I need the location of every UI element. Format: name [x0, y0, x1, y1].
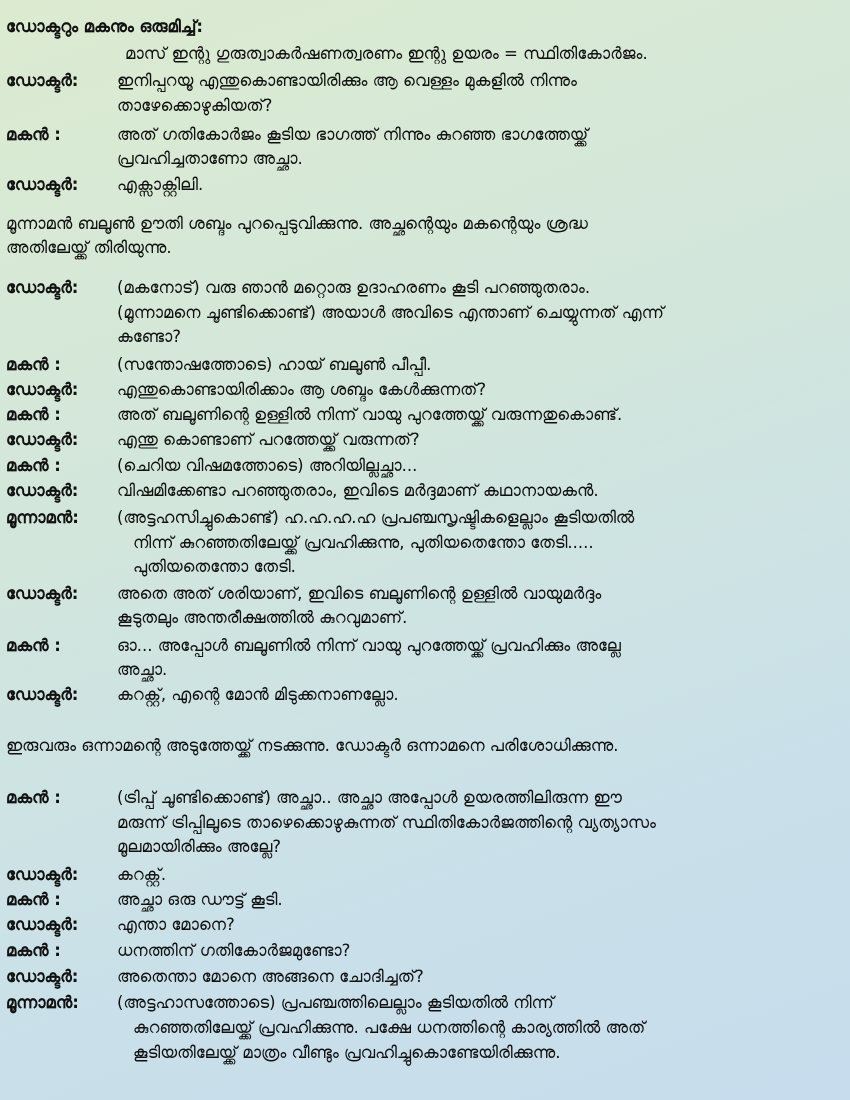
speaker-label: ഡോക്ടർ:	[6, 71, 79, 90]
speaker-label: ഡോക്ടറും മകനും ഒരുമിച്ച്:	[6, 17, 203, 36]
line-text: മൂന്നാമൻ ബലൂൺ ഊതി ശബ്ദം പുറപ്പെടുവിക്കുന്നു. അച്ഛന്റെയും മകന്റെയും ശ്രദ്ധ	[6, 214, 588, 233]
line-text: അതെ അത് ശരിയാണ്, ഇവിടെ ബലൂണിന്റെ ഉള്ളിൽ വായുമർദ്ദം	[117, 584, 602, 603]
line-text: അച്ഛാ ഒരു ഡൗട്ട് കൂടി.	[117, 890, 283, 909]
line-text: (അട്ടഹസിച്ചുകൊണ്ട്) ഹ.ഹ.ഹ.ഹ പ്രപഞ്ചസൃഷ്ടികളെല്ലാം കൂടിയതിൽ	[117, 508, 635, 527]
line-text: ഓ... അപ്പോൾ ബലൂണിൽ നിന്ന് വായു പുറത്തേയ്ക്ക് പ്രവഹിക്കും അല്ലേ	[117, 636, 621, 655]
line-text: (അട്ടഹാസത്തോടെ) പ്രപഞ്ചത്തിലെല്ലാം കൂടിയതിൽ നിന്ന്	[117, 993, 554, 1012]
speaker-label: ഡോക്ടർ:	[6, 175, 79, 194]
line-text: (മൂന്നാമനെ ചൂണ്ടിക്കൊണ്ട്) അയാൾ അവിടെ എന്താണ് ചെയ്യുന്നത് എന്ന്	[117, 303, 664, 322]
speaker-label: ഡോക്ടർ:	[6, 481, 79, 500]
speaker-label: ഡോക്ടർ:	[6, 584, 79, 603]
speaker-label: ഡോക്ടർ:	[6, 380, 79, 399]
speaker-label: മകൻ :	[6, 941, 61, 960]
line-text: കറക്റ്റ്.	[117, 865, 167, 884]
line-text: (മകനോട്) വരു ഞാൻ മറ്റൊരു ഉദാഹരണം കൂടി പറഞ്ഞുതരാം.	[117, 278, 591, 297]
line-text: അതെന്താ മോനെ അങ്ങനെ ചോദിച്ചത്?	[117, 967, 424, 986]
speaker-label: ഡോക്ടർ:	[6, 865, 79, 884]
line-text: താഴേക്കൊഴുകിയത്?	[117, 96, 273, 115]
line-text: കറക്റ്റ്, എന്റെ മോൻ മിടുക്കനാണല്ലോ.	[117, 685, 399, 704]
line-text: അത് ഗതികോർജം കൂടിയ ഭാഗത്ത് നിന്നും കുറഞ്ഞ ഭാഗത്തേയ്ക്ക്	[117, 125, 589, 144]
line-text: (ട്രിപ്പ് ചൂണ്ടിക്കൊണ്ട്) അച്ഛാ.. അച്ഛാ അപ്പോൾ ഉയരത്തിലിരുന്ന ഈ	[117, 788, 622, 807]
line-text: മരുന്ന് ട്രിപ്പിലൂടെ താഴെക്കൊഴുകുന്നത് സ്ഥിതികോർജത്തിന്റെ വ്യത്യാസം	[117, 813, 656, 832]
speaker-label: ഡോക്ടർ:	[6, 430, 79, 449]
speaker-label: ഡോക്ടർ:	[6, 685, 79, 704]
line-text: ഇരുവരും ഒന്നാമന്റെ അടുത്തേയ്ക്ക് നടക്കുന്നു. ഡോക്ടർ ഒന്നാമനെ പരിശോധിക്കുന്നു.	[6, 736, 619, 755]
line-text: അതിലേയ്ക്ക് തിരിയുന്നു.	[6, 238, 172, 257]
speaker-label: ഡോക്ടർ:	[6, 915, 79, 934]
line-text: മാസ് ഇന്റു ഗുരുത്വാകർഷണത്വരണം ഇന്റു ഉയരം = സ്ഥിതികോർജം.	[125, 44, 648, 63]
speaker-label: മൂന്നാമൻ:	[6, 993, 79, 1012]
speaker-label: ഡോക്ടർ:	[6, 278, 79, 297]
speaker-label: മകൻ :	[6, 125, 61, 144]
line-text: പുതിയതെന്തോ തേടി.	[133, 557, 296, 576]
line-text: എന്തു കൊണ്ടാണ് പറത്തേയ്ക്ക് വരുന്നത്?	[117, 430, 420, 449]
speaker-label: മൂന്നാമൻ:	[6, 508, 79, 527]
speaker-label: മകൻ :	[6, 355, 61, 374]
line-text: മൂലമായിരിക്കും അല്ലേ?	[117, 837, 282, 856]
line-text: എക്സാക്റ്റിലി.	[117, 175, 204, 194]
line-text: അച്ഛാ.	[117, 660, 168, 679]
line-text: കണ്ടോ?	[117, 327, 182, 346]
line-text: ധനത്തിന് ഗതികോർജമുണ്ടോ?	[117, 941, 351, 960]
line-text: ഇനിപ്പറയൂ എന്തുകൊണ്ടായിരിക്കും ആ വെള്ളം മുകളിൽ നിന്നും	[117, 71, 577, 90]
speaker-label: മകൻ :	[6, 456, 61, 475]
speaker-label: മകൻ :	[6, 405, 61, 424]
line-text: എന്താ മോനെ?	[117, 915, 235, 934]
speaker-label: ഡോക്ടർ:	[6, 967, 79, 986]
speaker-label: മകൻ :	[6, 788, 61, 807]
line-text: കൂടുതലും അന്തരീക്ഷത്തിൽ കുറവുമാണ്.	[117, 608, 408, 627]
line-text: പ്രവഹിച്ചതാണോ അച്ഛാ.	[117, 149, 303, 168]
line-text: അത് ബലൂണിന്റെ ഉള്ളിൽ നിന്ന് വായു പുറത്തേയ്ക്ക് വരുന്നതുകൊണ്ട്.	[117, 405, 623, 424]
line-text: വിഷമിക്കേണ്ടാ പറഞ്ഞുതരാം, ഇവിടെ മർദ്ദമാണ് കഥാനായകൻ.	[117, 481, 599, 500]
line-text: (ചെറിയ വിഷമത്തോടെ) അറിയില്ലച്ഛാ...	[117, 456, 418, 475]
line-text: എന്തുകൊണ്ടായിരിക്കാം ആ ശബ്ദം കേൾക്കുന്നത്?	[117, 380, 487, 399]
line-text: കുറഞ്ഞതിലേയ്ക്ക് പ്രവഹിക്കുന്നു. പക്ഷേ ധനത്തിന്റെ കാര്യത്തിൽ അത്	[133, 1018, 646, 1037]
speaker-label: മകൻ :	[6, 636, 61, 655]
line-text: (സന്തോഷത്തോടെ) ഹായ് ബലൂൺ പീപ്പീ.	[117, 355, 432, 374]
speaker-label: മകൻ :	[6, 890, 61, 909]
line-text: കൂടിയതിലേയ്ക്ക് മാത്രം വീണ്ടും പ്രവഹിച്ചുകൊണ്ടേയിരിക്കുന്നു.	[133, 1043, 561, 1062]
line-text: നിന്ന് കുറഞ്ഞതിലേയ്ക്ക് പ്രവഹിക്കുന്നു, പുതിയതെന്തോ തേടി.....	[133, 533, 594, 552]
